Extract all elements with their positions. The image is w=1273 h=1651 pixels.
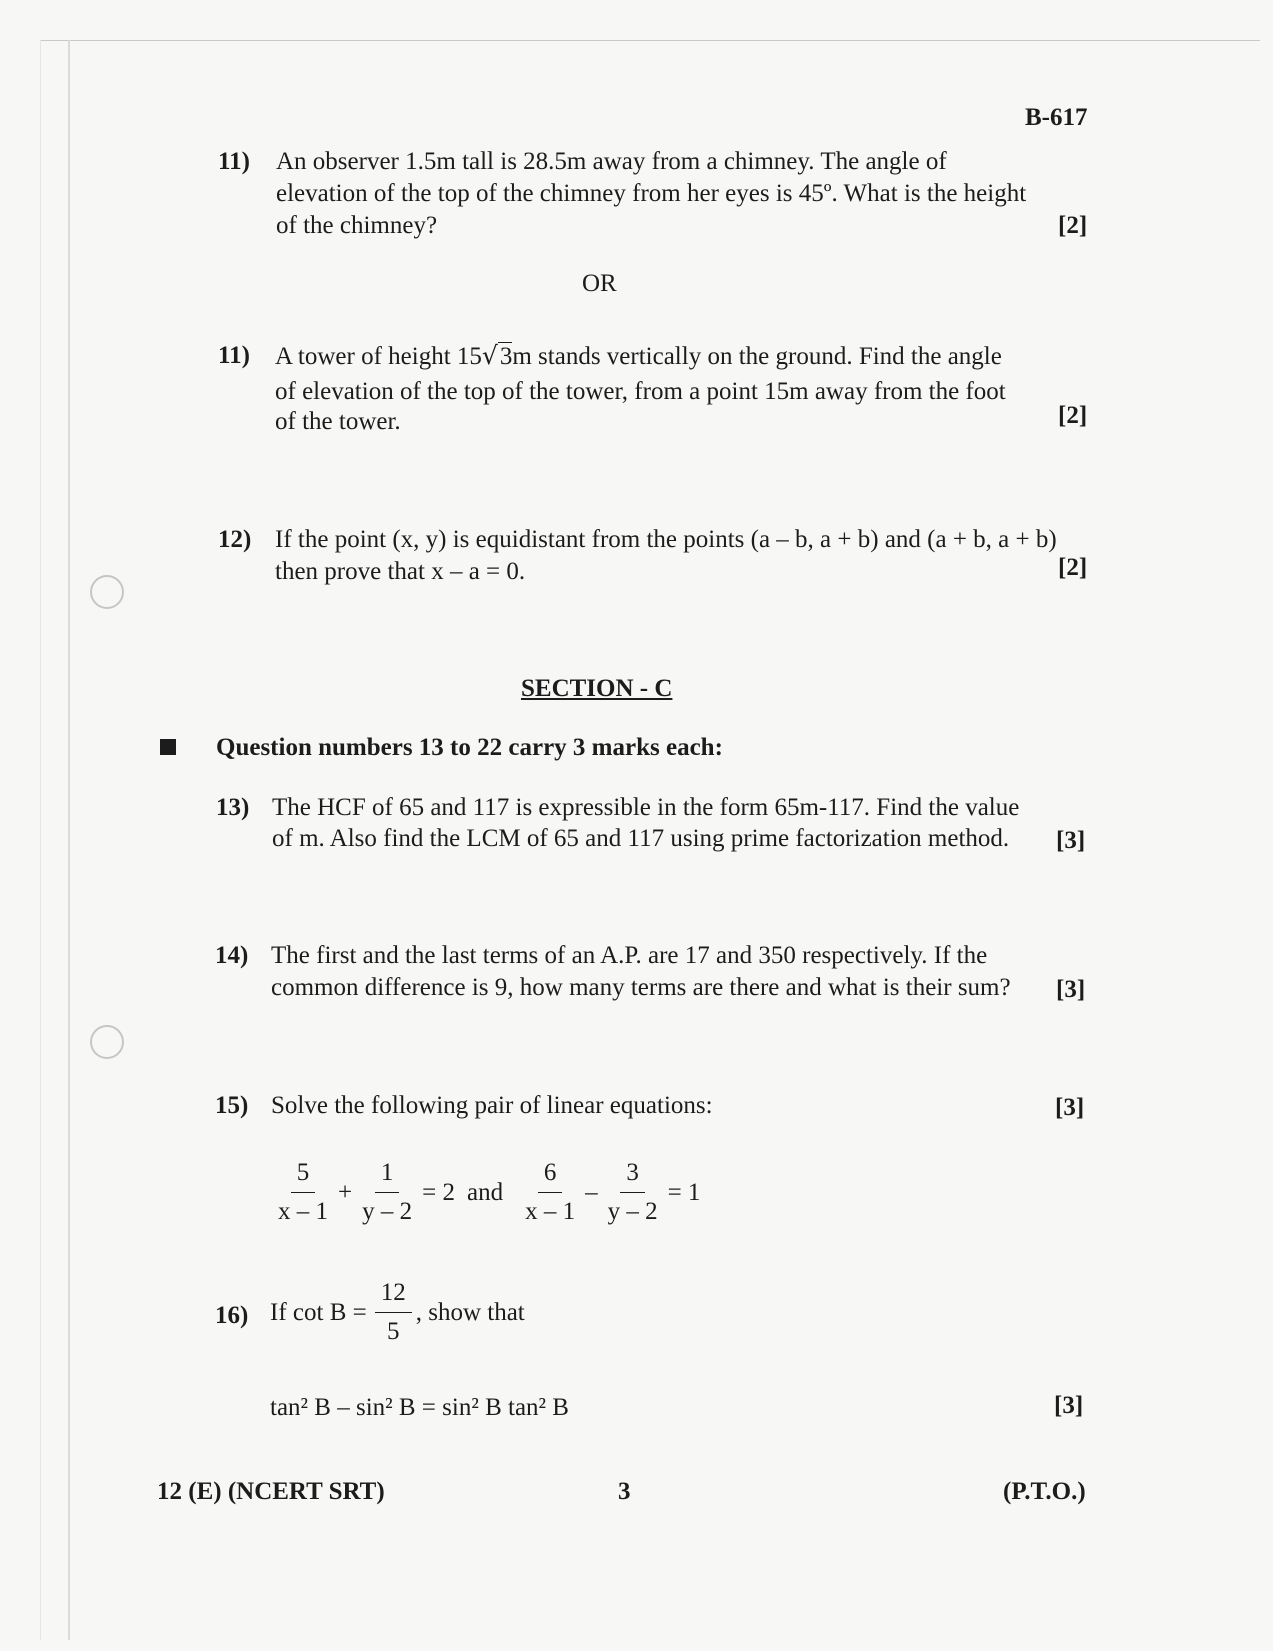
q16-pre: If cot B =	[270, 1298, 367, 1326]
page-edge-left	[40, 40, 41, 1640]
q11b-number: 11)	[218, 342, 250, 369]
q11b-marks: [2]	[1058, 402, 1088, 429]
q15-frac2: $\frac{1}{y - 2}$	[362, 1159, 413, 1225]
q14-line2: common difference is 9, how many terms are there and what is their sum?	[271, 974, 1011, 1001]
q11b-root: 3	[499, 343, 513, 370]
q16-frac: $\frac{12}{5}$	[375, 1280, 412, 1345]
q14-marks: [3]	[1056, 976, 1086, 1003]
page-number: 3	[618, 1478, 631, 1505]
q15-number: 15)	[215, 1092, 249, 1119]
q15-frac4: $\frac{3}{y - 2}$	[607, 1159, 658, 1225]
q16-post: , show that	[415, 1298, 525, 1326]
footer-left: 12 (E) (NCERT SRT)	[157, 1478, 385, 1505]
q16-number: 16)	[215, 1302, 249, 1329]
q12-line1: If the point (x, y) is equidistant from the points (a – b, a + b) and (a + b, a + b)	[275, 526, 1057, 553]
page-margin-line	[68, 40, 70, 1640]
q11b-line1: A tower of height 15√3m stands vertically on the ground. Find the angle	[275, 341, 1002, 370]
or-separator: OR	[582, 270, 617, 297]
punch-hole-top	[90, 575, 124, 609]
q12-marks: [2]	[1058, 554, 1088, 581]
q15-equations	[268, 1160, 700, 1225]
q16-marks: [3]	[1054, 1392, 1084, 1419]
q13-line1: The HCF of 65 and 117 is expressible in the form 65m-117. Find the value	[272, 794, 1020, 821]
q12-number: 12)	[218, 526, 252, 553]
q11-line3: of the chimney?	[276, 212, 438, 239]
q13-marks: [3]	[1056, 827, 1086, 854]
q11-marks: [2]	[1058, 212, 1088, 239]
q15-rhs1: = 2	[422, 1178, 455, 1206]
q15-frac3: $\frac{6}{x - 1}$	[525, 1159, 576, 1225]
q16-identity: tan² B – sin² B = sin² B tan² B	[270, 1394, 569, 1421]
q15-rhs2: = 1	[667, 1178, 701, 1206]
q11-line1: An observer 1.5m tall is 28.5m away from a chimney. The angle of	[276, 148, 947, 175]
q11b-line3: of the tower.	[275, 408, 401, 435]
q15-op1: +	[338, 1178, 353, 1206]
q13-line2: of m. Also find the LCM of 65 and 117 using prime factorization method.	[272, 825, 1010, 852]
section-instruction: Question numbers 13 to 22 carry 3 marks each:	[216, 734, 723, 761]
page-edge-top	[40, 40, 1260, 41]
punch-hole-bottom	[90, 1025, 124, 1059]
q11-line2: elevation of the top of the chimney from her eyes is 45º. What is the height	[276, 180, 1027, 207]
q11b-line1-pre: A tower of height 15	[275, 343, 482, 370]
q14-line1: The first and the last terms of an A.P. are 17 and 350 respectively. If the	[271, 942, 988, 969]
q14-number: 14)	[215, 942, 249, 969]
q15-frac1: $\frac{5}{x - 1}$	[278, 1159, 328, 1225]
bullet-icon	[160, 739, 176, 755]
q15-and: and	[466, 1178, 504, 1206]
q13-number: 13)	[216, 794, 250, 821]
q16-statement	[270, 1280, 525, 1345]
q11b-line2: of elevation of the top of the tower, from a point 15m away from the foot	[275, 378, 1006, 405]
q11-number: 11)	[218, 148, 250, 175]
q15-op2: –	[585, 1178, 598, 1206]
section-title: SECTION - C	[521, 675, 673, 702]
q15-line1: Solve the following pair of linear equations:	[271, 1092, 713, 1119]
q15-marks: [3]	[1055, 1094, 1085, 1121]
paper-code: B-617	[1025, 104, 1088, 131]
q11b-line1-post: m stands vertically on the ground. Find the angle	[512, 343, 1002, 370]
q12-line2: then prove that x – a = 0.	[275, 558, 526, 585]
footer-right: (P.T.O.)	[1003, 1478, 1086, 1505]
